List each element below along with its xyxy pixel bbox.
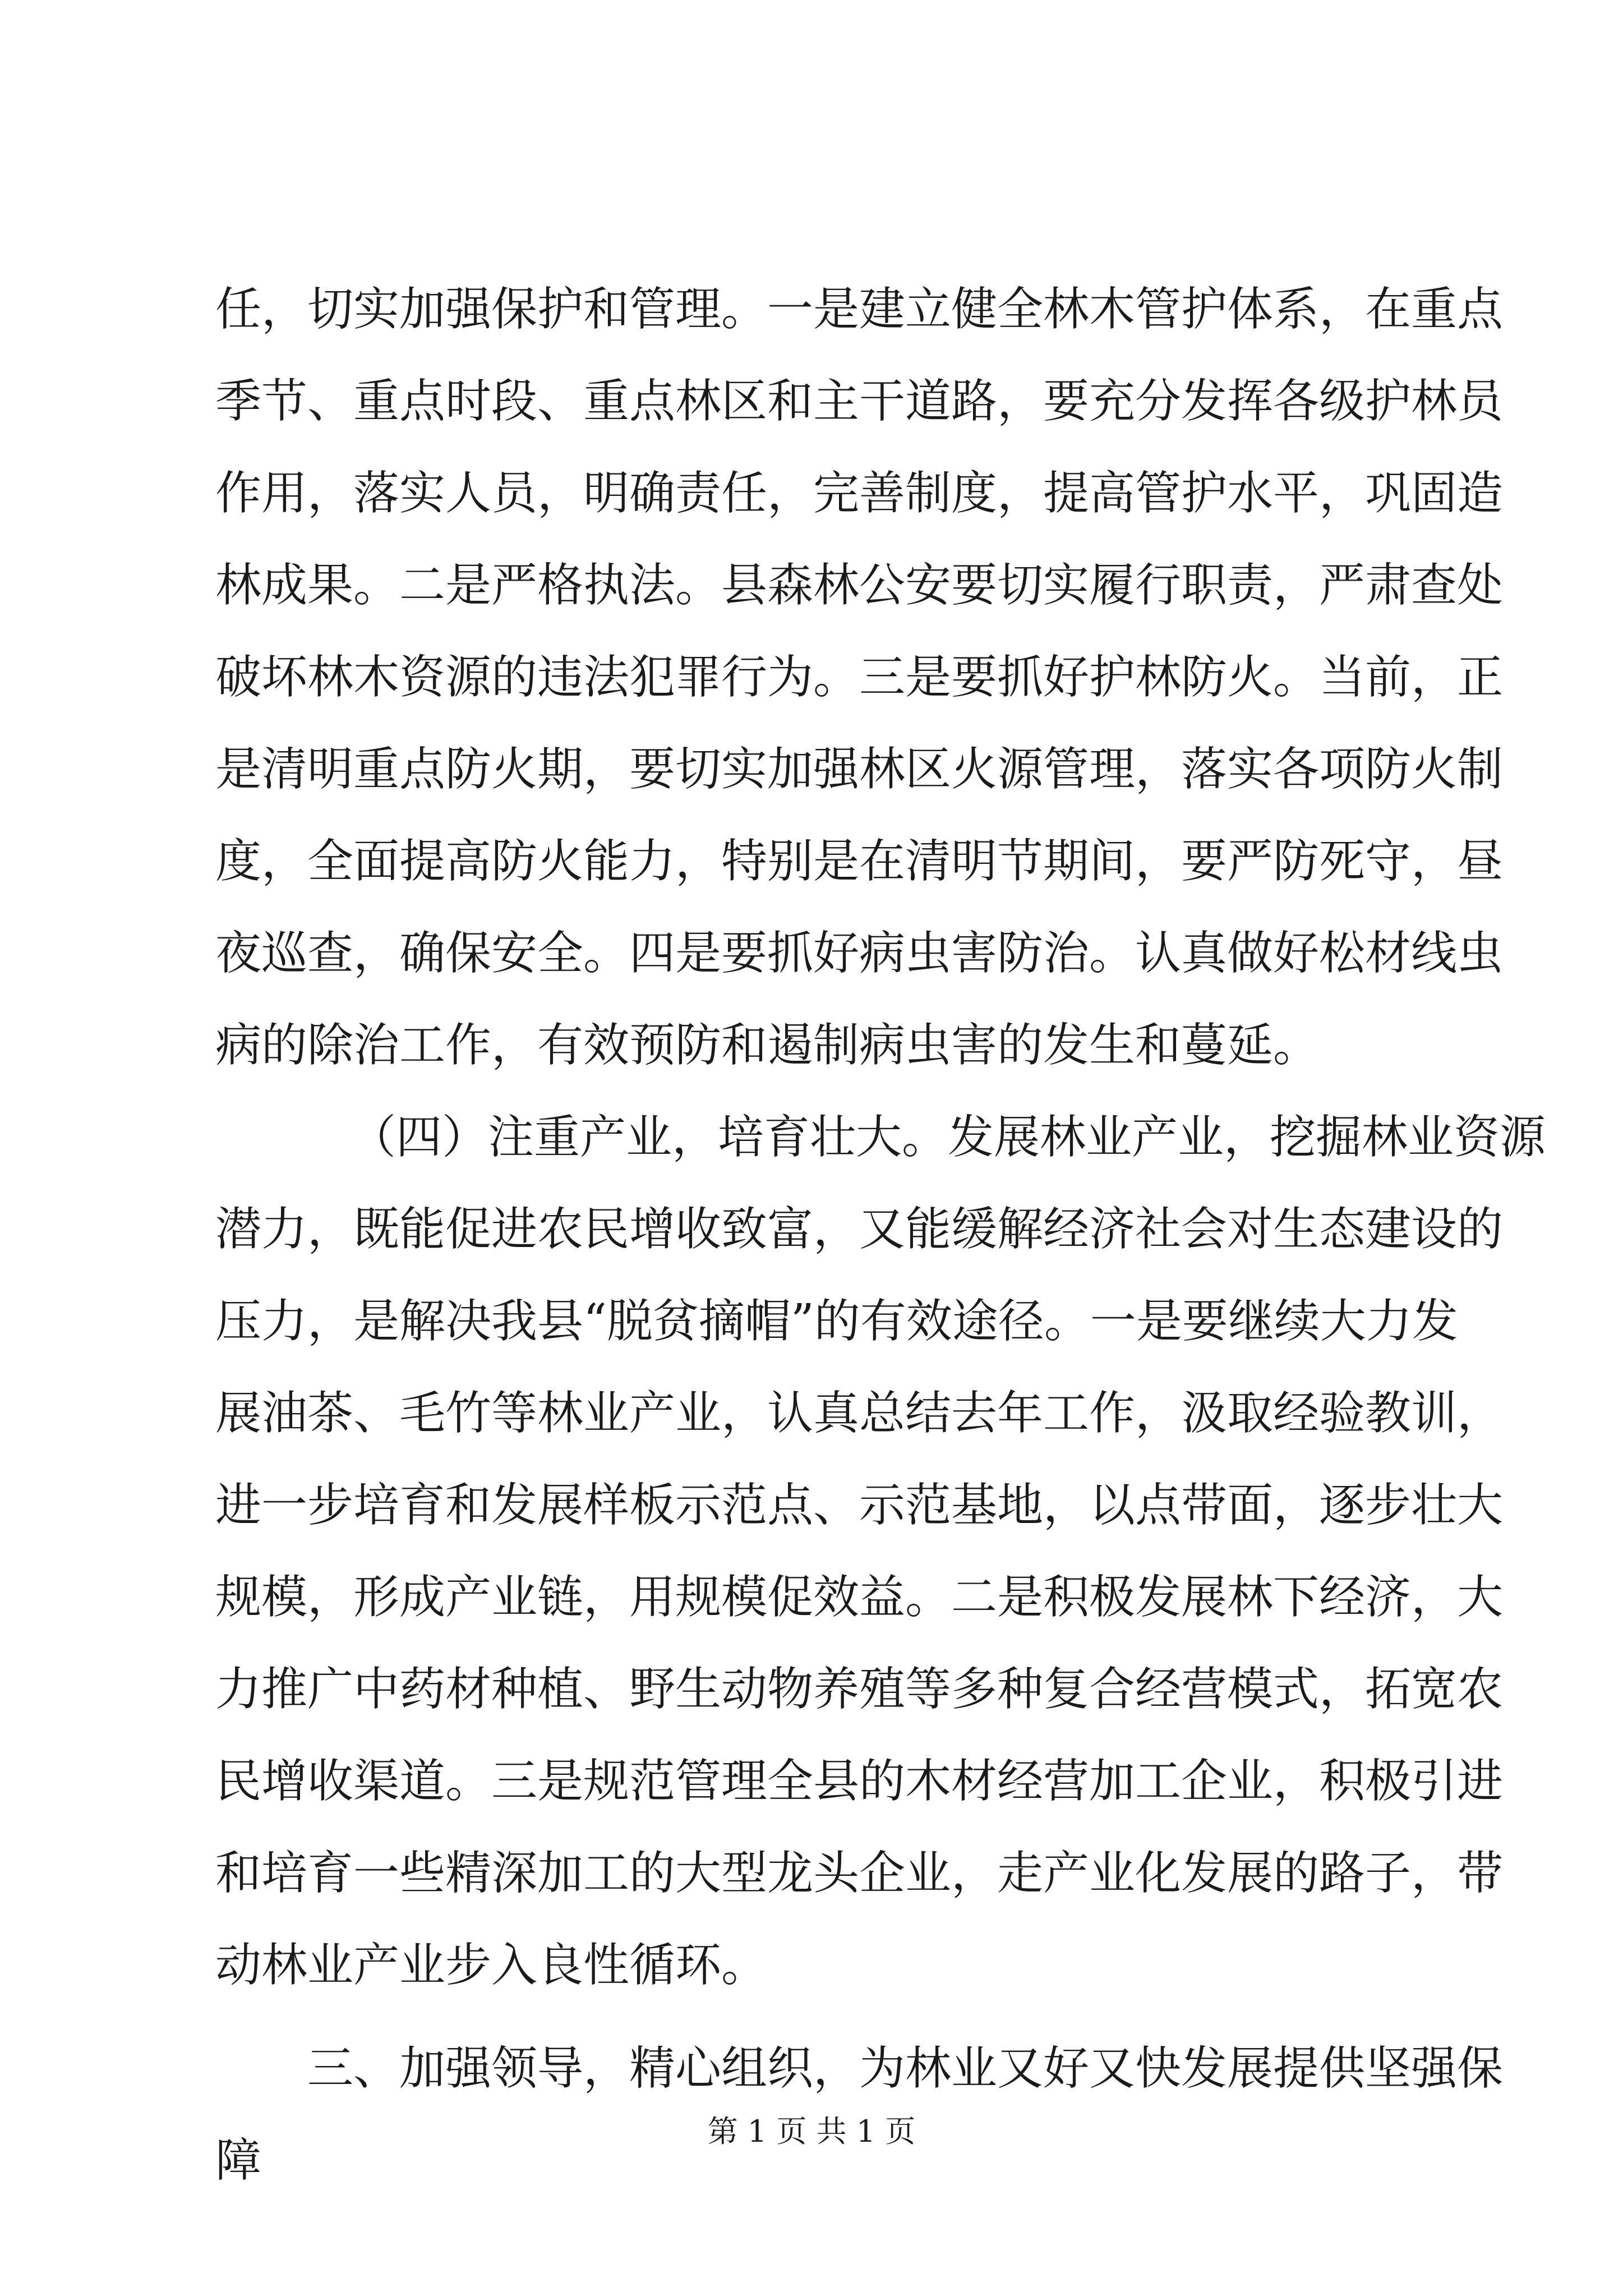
text-line: 民增收渠道。三是规范管理全县的木材经营加工企业，积极引进 [215,1755,1504,1808]
text-line: 三、加强领导，精心组织，为林业又好又快发展提供坚强保 [307,2042,1504,2095]
document-body [215,264,1546,2207]
text-line: 任，切实加强保护和管理。一是建立健全林木管护体系，在重点 [215,283,1504,336]
paragraph-industry-development [215,1092,1546,2012]
text-line: 破坏林木资源的违法犯罪行为。三是要抓好护林防火。当前，正 [215,651,1504,704]
text-line: 度，全面提高防火能力，特别是在清明节期间，要严防死守，昼 [215,835,1504,888]
text-line: 夜巡查，确保安全。四是要抓好病虫害防治。认真做好松材线虫 [215,927,1504,980]
text-line: 进一步培育和发展样板示范点、示范基地，以点带面，逐步壮大 [215,1479,1504,1532]
text-line: 压力，是解决我县“脱贫摘帽”的有效途径。一是要继续大力发 [215,1295,1458,1348]
text-line: 规模，形成产业链，用规模促效益。二是积极发展林下经济，大 [215,1571,1504,1624]
text-line: 是清明重点防火期，要切实加强林区火源管理，落实各项防火制 [215,743,1504,796]
text-line: 病的除治工作，有效预防和遏制病虫害的发生和蔓延。 [215,1019,1320,1072]
text-line: 障 [215,2134,262,2187]
text-line: 林成果。二是严格执法。县森林公安要切实履行职责，严肃查处 [215,559,1504,612]
text-line: 动林业产业步入良性循环。 [215,1939,768,1992]
text-line: 和培育一些精深加工的大型龙头企业，走产业化发展的路子，带 [215,1847,1504,1900]
page-footer: 第 1 页 共 1 页 [707,2114,916,2149]
text-line: 力推广中药材种植、野生动物养殖等多种复合经营模式，拓宽农 [215,1663,1504,1716]
text-line: 潜力，既能促进农民增收致富，又能缓解经济社会对生态建设的 [215,1203,1504,1256]
text-line: 展油茶、毛竹等林业产业，认真总结去年工作，汲取经验教训， [215,1387,1504,1440]
text-line: 作用，落实人员，明确责任，完善制度，提高管护水平，巩固造 [215,467,1504,520]
text-line: 季节、重点时段、重点林区和主干道路，要充分发挥各级护林员 [215,375,1504,428]
paragraph-forest-protection [215,264,1504,1092]
text-line: （四）注重产业，培育壮大。发展林业产业，挖掘林业资源 [350,1111,1546,1164]
